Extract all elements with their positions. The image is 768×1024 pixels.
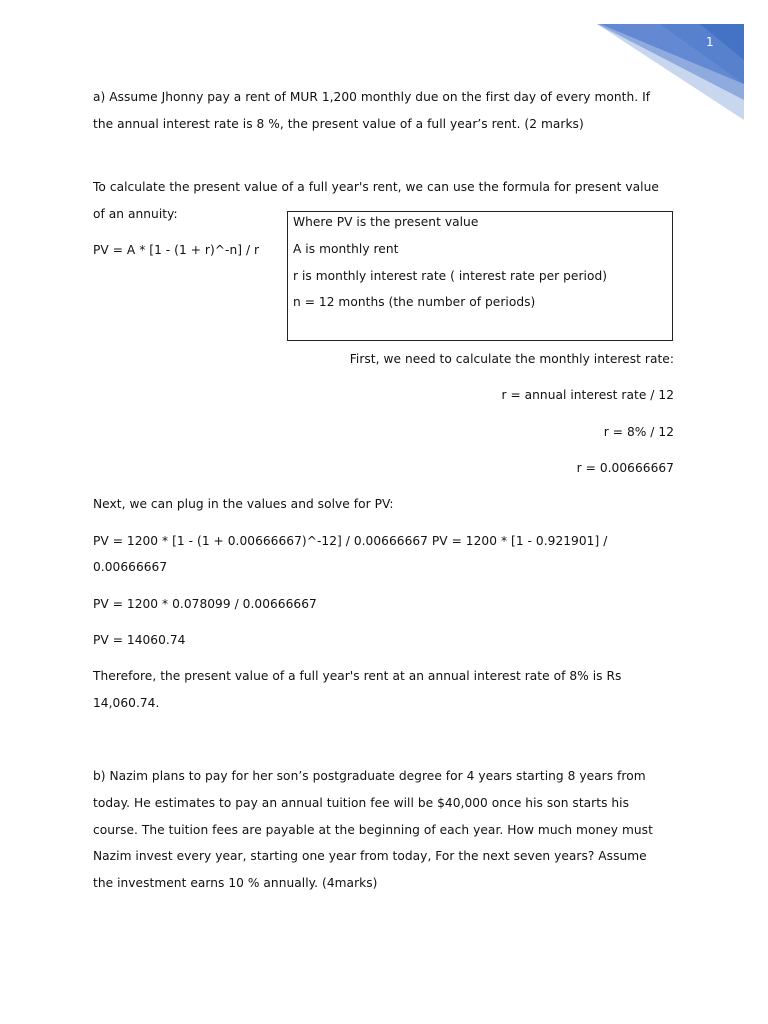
intro-line-1: To calculate the present value of a full year's rent, we can use the formula for present value (93, 180, 659, 194)
part-b-line-4: Nazim invest every year, starting one year from today, For the next seven years? Assume (93, 849, 647, 863)
corner-decoration (0, 0, 768, 130)
step-2-intro: Next, we can plug in the values and solve for PV: (93, 497, 394, 511)
definition-r: r is monthly interest rate ( interest rate per period) (293, 269, 608, 283)
part-b-line-3: course. The tuition fees are payable at the beginning of each year. How much money must (93, 823, 653, 837)
step-1-result: r = 0.00666667 (576, 461, 674, 475)
calculation-line-1: PV = 1200 * [1 - (1 + 0.00666667)^-12] / 0.00666667 PV = 1200 * [1 - 0.921901] / (93, 534, 608, 548)
page-number: 1 (706, 35, 714, 49)
step-1-formula: r = annual interest rate / 12 (501, 388, 674, 402)
calculation-line-2: 0.00666667 (93, 560, 168, 574)
definition-pv: Where PV is the present value (293, 215, 479, 229)
calculation-result: PV = 14060.74 (93, 633, 186, 647)
annuity-formula: PV = A * [1 - (1 + r)^-n] / r (93, 243, 260, 257)
part-b-line-1: b) Nazim plans to pay for her son’s postgraduate degree for 4 years starting 8 years from (93, 769, 646, 783)
intro-line-2: of an annuity: (93, 207, 178, 221)
definition-n: n = 12 months (the number of periods) (293, 295, 536, 309)
part-a-question-line-1: a) Assume Jhonny pay a rent of MUR 1,200 monthly due on the first day of every month. If (93, 90, 651, 104)
step-1-substitution: r = 8% / 12 (603, 425, 674, 439)
step-1-intro: First, we need to calculate the monthly interest rate: (349, 352, 674, 366)
definitions-box (287, 211, 673, 341)
definition-a: A is monthly rent (293, 242, 399, 256)
part-a-question-line-2: the annual interest rate is 8 %, the present value of a full year’s rent. (2 marks) (93, 117, 584, 131)
part-b-line-5: the investment earns 10 % annually. (4marks) (93, 876, 378, 890)
calculation-line-3: PV = 1200 * 0.078099 / 0.00666667 (93, 597, 317, 611)
part-b-line-2: today. He estimates to pay an annual tuition fee will be $40,000 once his son starts his (93, 796, 629, 810)
conclusion-line-2: 14,060.74. (93, 696, 160, 710)
conclusion-line-1: Therefore, the present value of a full year's rent at an annual interest rate of 8% is Rs (93, 669, 622, 683)
